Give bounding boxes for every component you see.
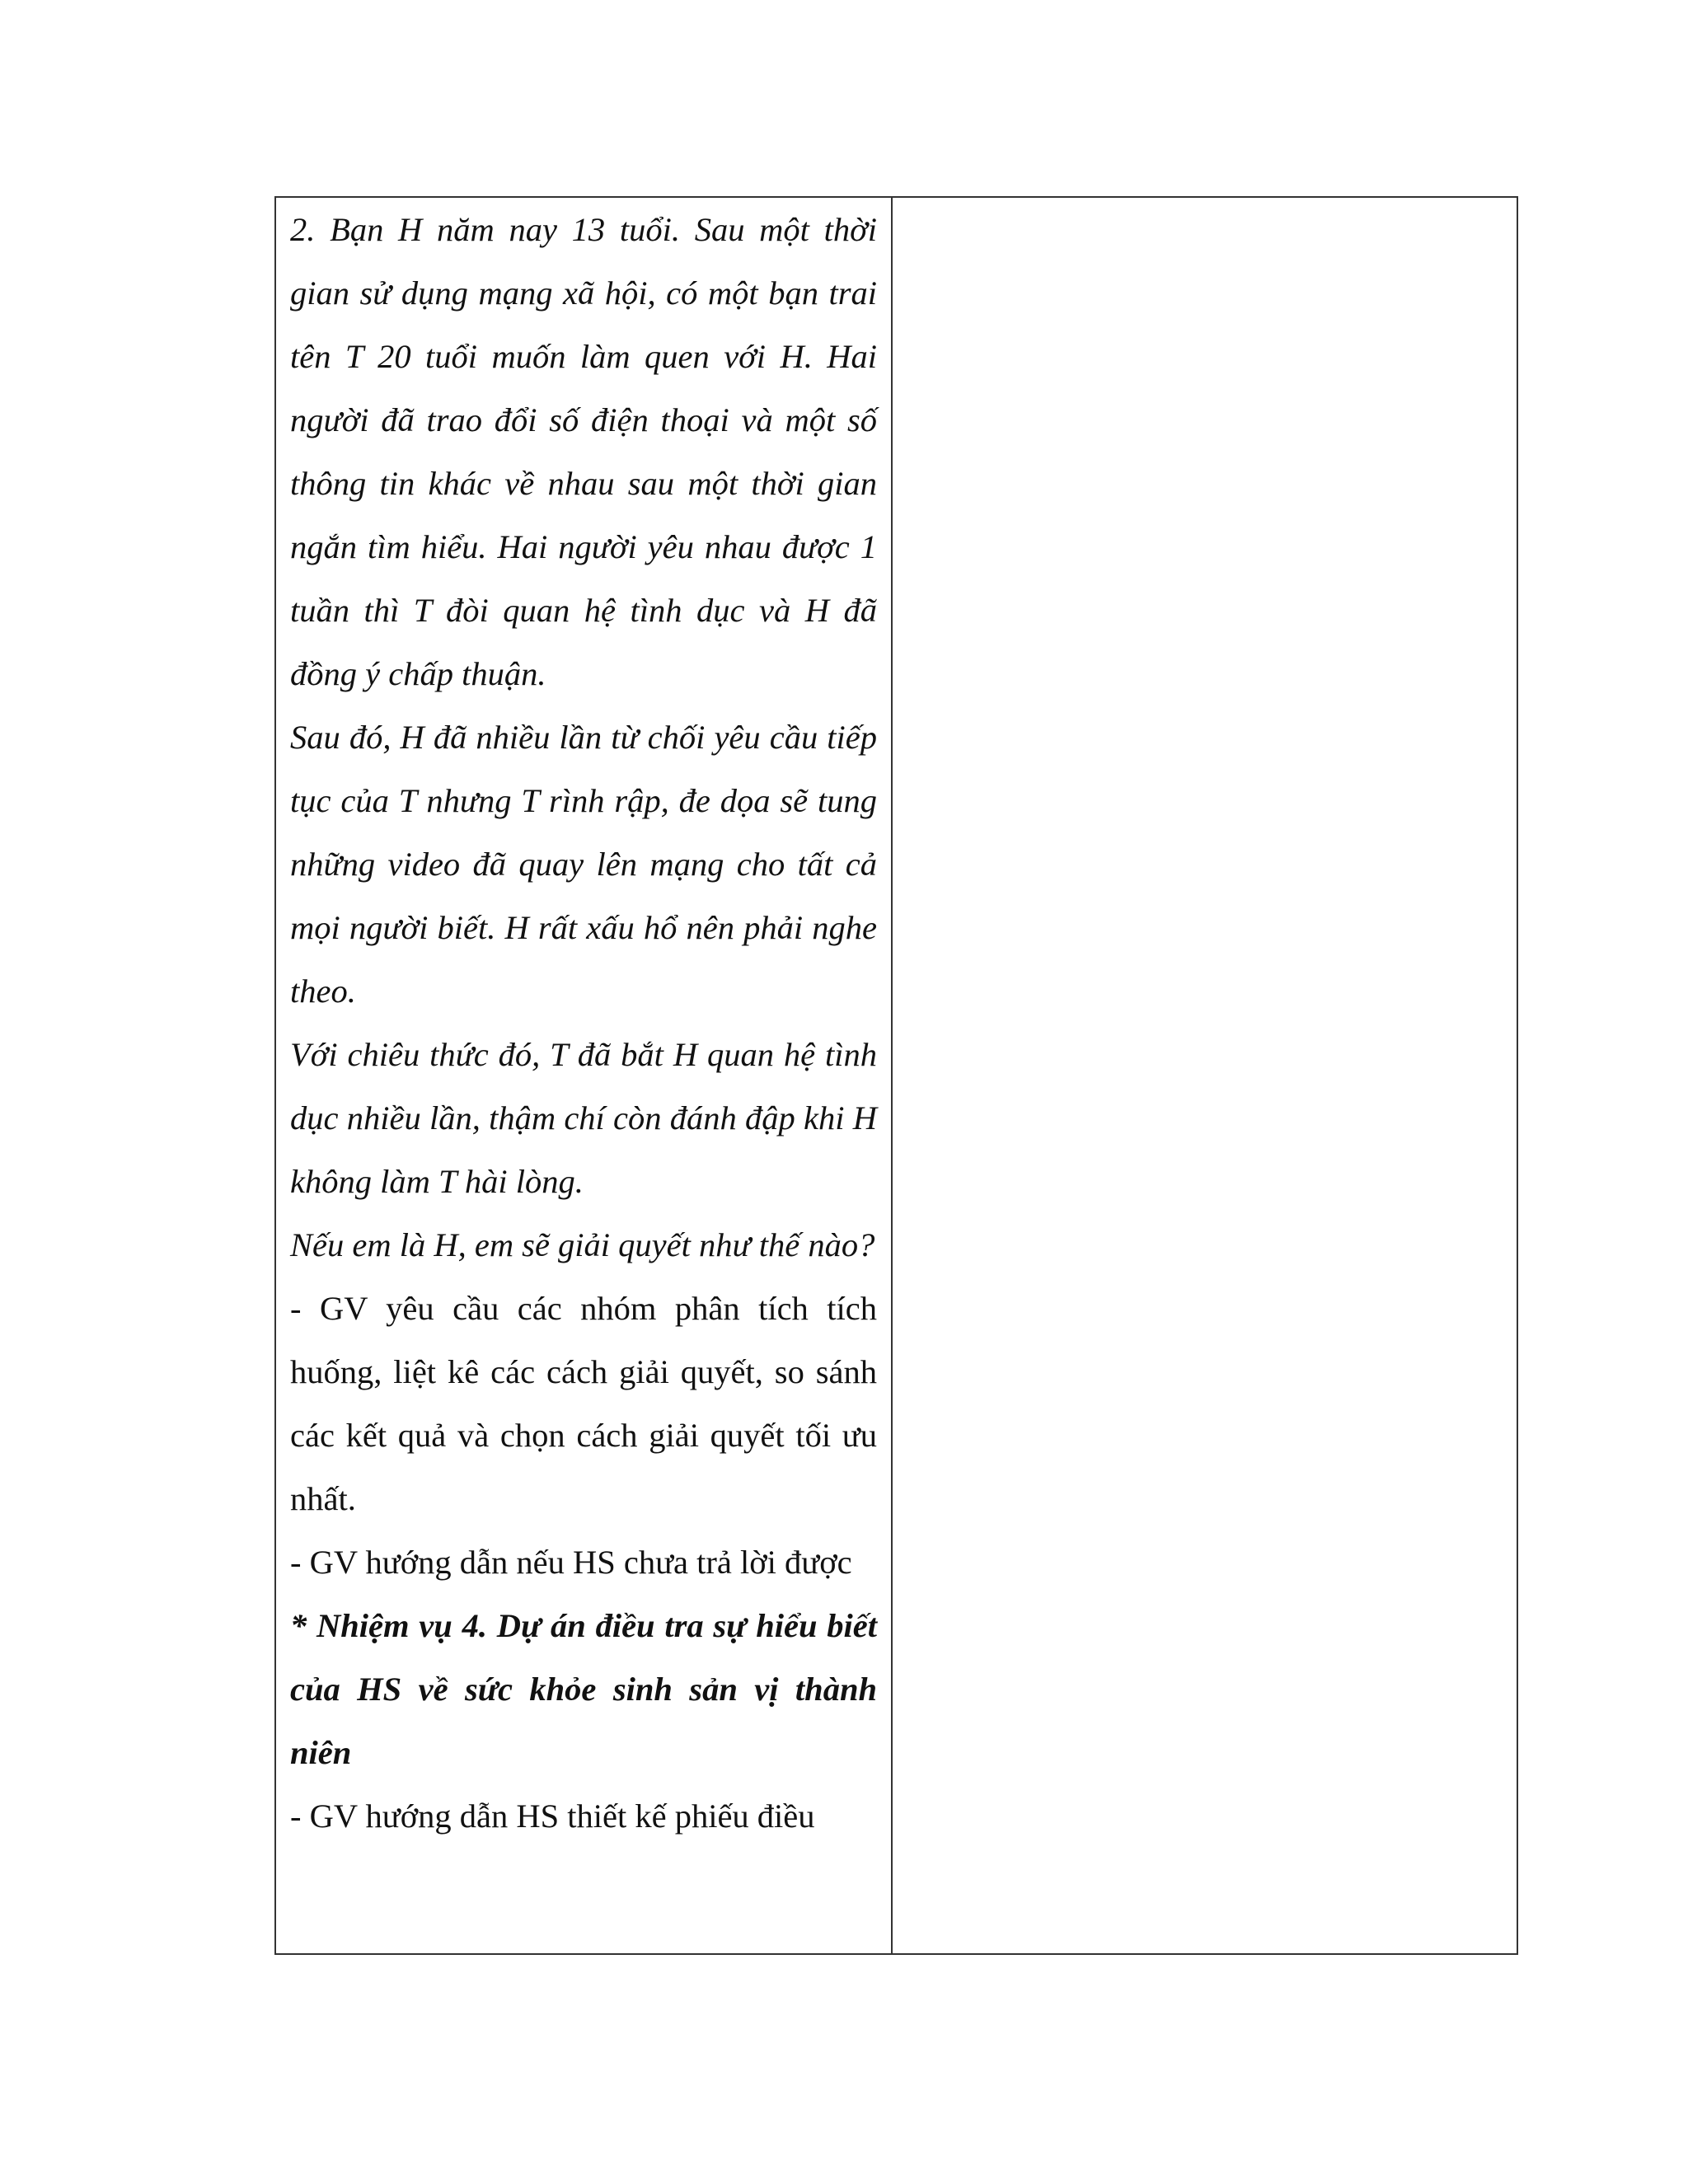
task-heading: * Nhiệm vụ 4. Dự án điều tra sự hiểu biết của HS về sức khỏe sinh sản vị thành niên: [290, 1607, 877, 1771]
teacher-instruction: - GV yêu cầu các nhóm phân tích tích huống, liệt kê các cách giải quyết, so sánh các kết quả và chọn cách giải quyết tối ưu nhất.: [290, 1290, 877, 1517]
teacher-instruction: - GV hướng dẫn HS thiết kế phiếu điều: [290, 1797, 815, 1835]
table-row: [275, 197, 1517, 1954]
activity-column-cell: [275, 197, 892, 1954]
result-column-cell: [892, 197, 1517, 1954]
lesson-plan-table: [274, 196, 1518, 1955]
teacher-instruction: - GV hướng dẫn nếu HS chưa trả lời được: [290, 1544, 852, 1581]
activity-content: [276, 198, 891, 1848]
situation-question: Nếu em là H, em sẽ giải quyết như thế nào?: [290, 1226, 875, 1263]
situation-paragraph: 2. Bạn H năm nay 13 tuổi. Sau một thời gian sử dụng mạng xã hội, có một bạn trai tên T 20 tuổi muốn làm quen với H. Hai người đã trao đổi số điện thoại và một số thông tin khác về nhau sau một thời gian ngắn tìm hiểu. Hai người yêu nhau được 1 tuần thì T đòi quan hệ tình dục và H đã đồng ý chấp thuận.: [290, 211, 877, 692]
situation-paragraph: Sau đó, H đã nhiều lần từ chối yêu cầu tiếp tục của T nhưng T rình rập, đe dọa sẽ tung những video đã quay lên mạng cho tất cả mọi người biết. H rất xấu hổ nên phải nghe theo.: [290, 719, 877, 1010]
situation-paragraph: Với chiêu thức đó, T đã bắt H quan hệ tình dục nhiều lần, thậm chí còn đánh đập khi H không làm T hài lòng.: [290, 1036, 877, 1200]
